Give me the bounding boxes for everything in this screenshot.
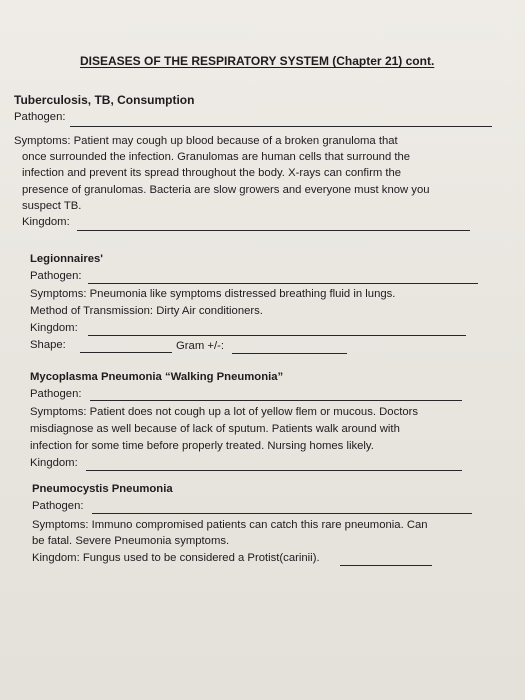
mycoplasma-symptoms-line-3: infection for some time before properly treated. Nursing homes likely.	[30, 440, 374, 452]
legionnaires-kingdom-label: Kingdom:	[30, 322, 78, 334]
legionnaires-gram-blank[interactable]	[232, 353, 347, 354]
mycoplasma-kingdom-blank[interactable]	[86, 470, 462, 471]
legionnaires-shape-label: Shape:	[30, 339, 66, 351]
mycoplasma-heading: Mycoplasma Pneumonia “Walking Pneumonia”	[30, 371, 284, 383]
pneumocystis-symptoms-line-2: be fatal. Severe Pneumonia symptoms.	[32, 535, 230, 547]
page-title: DISEASES OF THE RESPIRATORY SYSTEM (Chapter 21) cont.	[80, 54, 435, 68]
mycoplasma-symptoms-line-1: Symptoms: Patient does not cough up a lot of yellow flem or mucous. Doctors	[30, 406, 419, 418]
tb-heading: Tuberculosis, TB, Consumption	[14, 93, 195, 107]
mycoplasma-pathogen-blank[interactable]	[90, 400, 462, 401]
pneumocystis-pathogen-label: Pathogen:	[32, 500, 84, 512]
legionnaires-kingdom-blank[interactable]	[88, 335, 466, 336]
pneumocystis-kingdom-blank[interactable]	[340, 565, 432, 566]
tb-pathogen-label: Pathogen:	[14, 111, 66, 123]
legionnaires-symptoms: Symptoms: Pneumonia like symptoms distressed breathing fluid in lungs.	[30, 288, 396, 300]
pneumocystis-pathogen-blank[interactable]	[92, 513, 472, 514]
tb-kingdom-blank[interactable]	[77, 230, 470, 231]
mycoplasma-kingdom-label: Kingdom:	[30, 457, 78, 469]
tb-symptoms-line-5: suspect TB.	[22, 200, 82, 212]
legionnaires-pathogen-label: Pathogen:	[30, 270, 82, 282]
tb-kingdom-label: Kingdom:	[22, 216, 70, 228]
tb-symptoms-line-4: presence of granulomas. Bacteria are slow growers and everyone must know you	[22, 184, 430, 196]
legionnaires-shape-blank[interactable]	[80, 352, 172, 353]
mycoplasma-pathogen-label: Pathogen:	[30, 388, 82, 400]
legionnaires-heading: Legionnaires'	[30, 253, 103, 265]
mycoplasma-symptoms-line-2: misdiagnose as well because of lack of sputum. Patients walk around with	[30, 423, 400, 435]
legionnaires-pathogen-blank[interactable]	[88, 283, 478, 284]
legionnaires-gram-label: Gram +/-:	[176, 340, 225, 352]
pneumocystis-symptoms-line-1: Symptoms: Immuno compromised patients can catch this rare pneumonia. Can	[32, 519, 428, 531]
tb-symptoms-line-1: Symptoms: Patient may cough up blood because of a broken granuloma that	[14, 135, 398, 147]
tb-symptoms-line-3: infection and prevent its spread throughout the body. X-rays can confirm the	[22, 167, 402, 179]
pneumocystis-heading: Pneumocystis Pneumonia	[32, 483, 173, 495]
legionnaires-transmission: Method of Transmission: Dirty Air conditioners.	[30, 305, 263, 317]
pneumocystis-kingdom: Kingdom: Fungus used to be considered a Protist(carinii).	[32, 552, 320, 564]
tb-pathogen-blank[interactable]	[70, 126, 492, 127]
tb-symptoms-line-2: once surrounded the infection. Granulomas are human cells that surround the	[22, 151, 411, 163]
